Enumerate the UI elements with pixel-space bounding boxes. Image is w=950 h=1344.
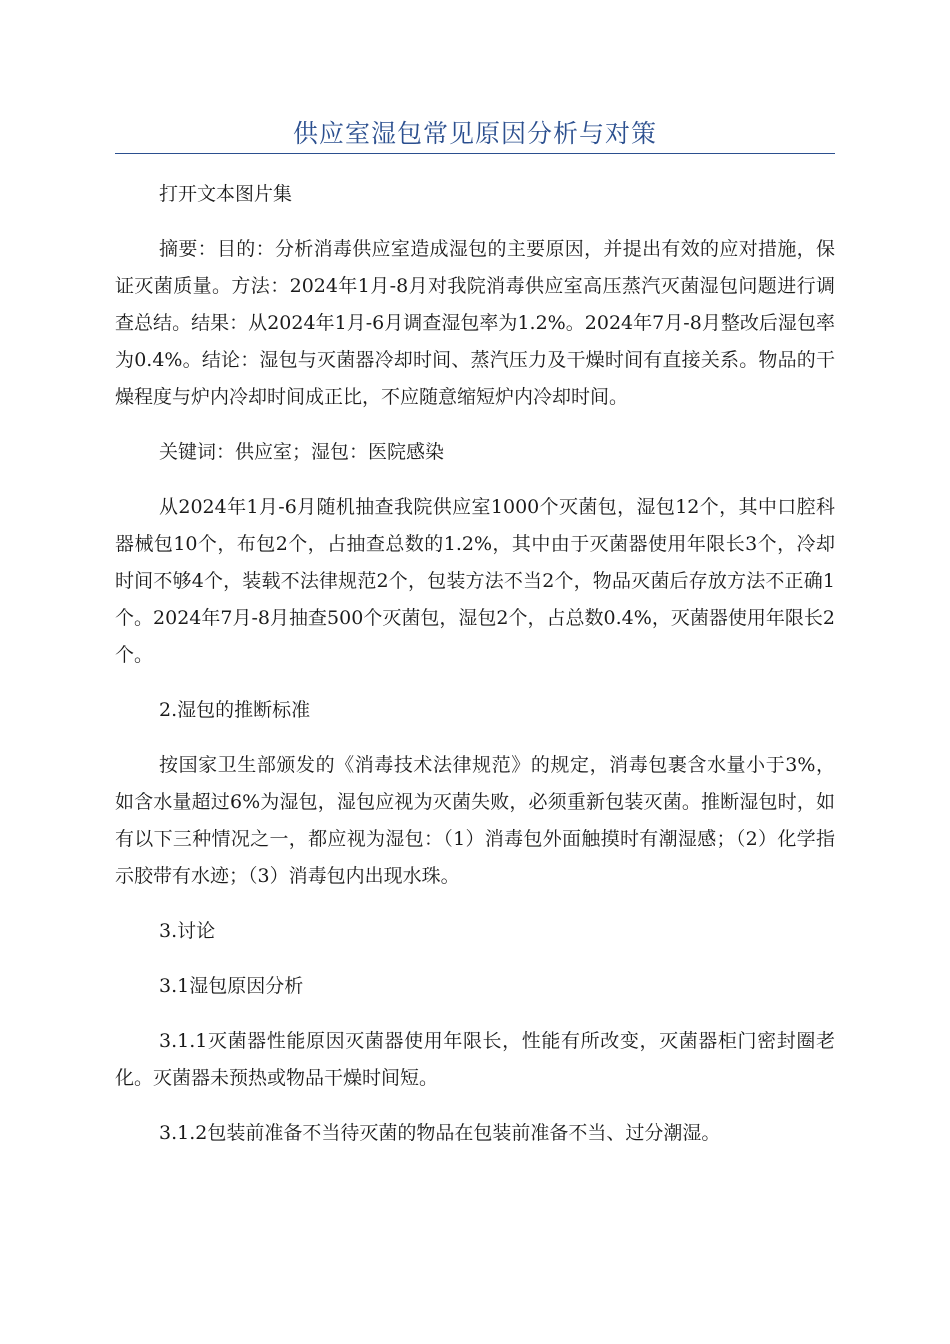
image-set-link-text: 打开文本图片集 — [159, 183, 293, 205]
section-heading-3: 3.讨论 — [159, 920, 216, 942]
document-title: 供应室湿包常见原因分析与对策 — [292, 119, 657, 148]
title-underline — [115, 153, 835, 154]
section-3-1-1-paragraph: 3.1.1灭菌器性能原因灭菌器使用年限长，性能有所改变，灭菌器柜门密封圈老化。灭菌器未预热或物品干燥时间短。 — [115, 1030, 835, 1089]
document-page — [115, 0, 835, 1170]
section-heading-3-1: 3.1湿包原因分析 — [159, 975, 304, 997]
keywords-paragraph: 关键词：供应室；湿包：医院感染 — [159, 441, 445, 463]
sampling-results-paragraph: 从2024年1月-6月随机抽查我院供应室1000个灭菌包，湿包12个，其中口腔科器械包10个，布包2个，占抽查总数的1.2%，其中由于灭菌器使用年限长3个，冷却时间不够4个，装载不法律规范2个，包装方法不当2个，物品灭菌后存放方法不正确1个。2024年7月-8月抽查500个灭菌包，湿包2个，占总数0.4%，灭菌器使用年限长2个。 — [115, 496, 835, 666]
section-heading-2: 2.湿包的推断标准 — [159, 699, 311, 721]
section-3-1-2-paragraph: 3.1.2包装前准备不当待灭菌的物品在包装前准备不当、过分潮湿。 — [159, 1122, 721, 1144]
abstract-paragraph: 摘要：目的：分析消毒供应室造成湿包的主要原因，并提出有效的应对措施，保证灭菌质量。方法：2024年1月-8月对我院消毒供应室高压蒸汽灭菌湿包问题进行调查总结。结果：从2024年1月-6月调查湿包率为1.2%。2024年7月-8月整改后湿包率为0.4%。结论：湿包与灭菌器冷却时间、蒸汽压力及干燥时间有直接关系。物品的干燥程度与炉内冷却时间成正比，不应随意缩短炉内冷却时间。 — [115, 238, 835, 408]
wet-pack-criteria-paragraph: 按国家卫生部颁发的《消毒技术法律规范》的规定，消毒包裹含水量小于3%，如含水量超过6%为湿包，湿包应视为灭菌失败，必须重新包装灭菌。推断湿包时，如有以下三种情况之一，都应视为湿包：（1）消毒包外面触摸时有潮湿感；（2）化学指示胶带有水迹；（3）消毒包内出现水珠。 — [115, 754, 835, 887]
